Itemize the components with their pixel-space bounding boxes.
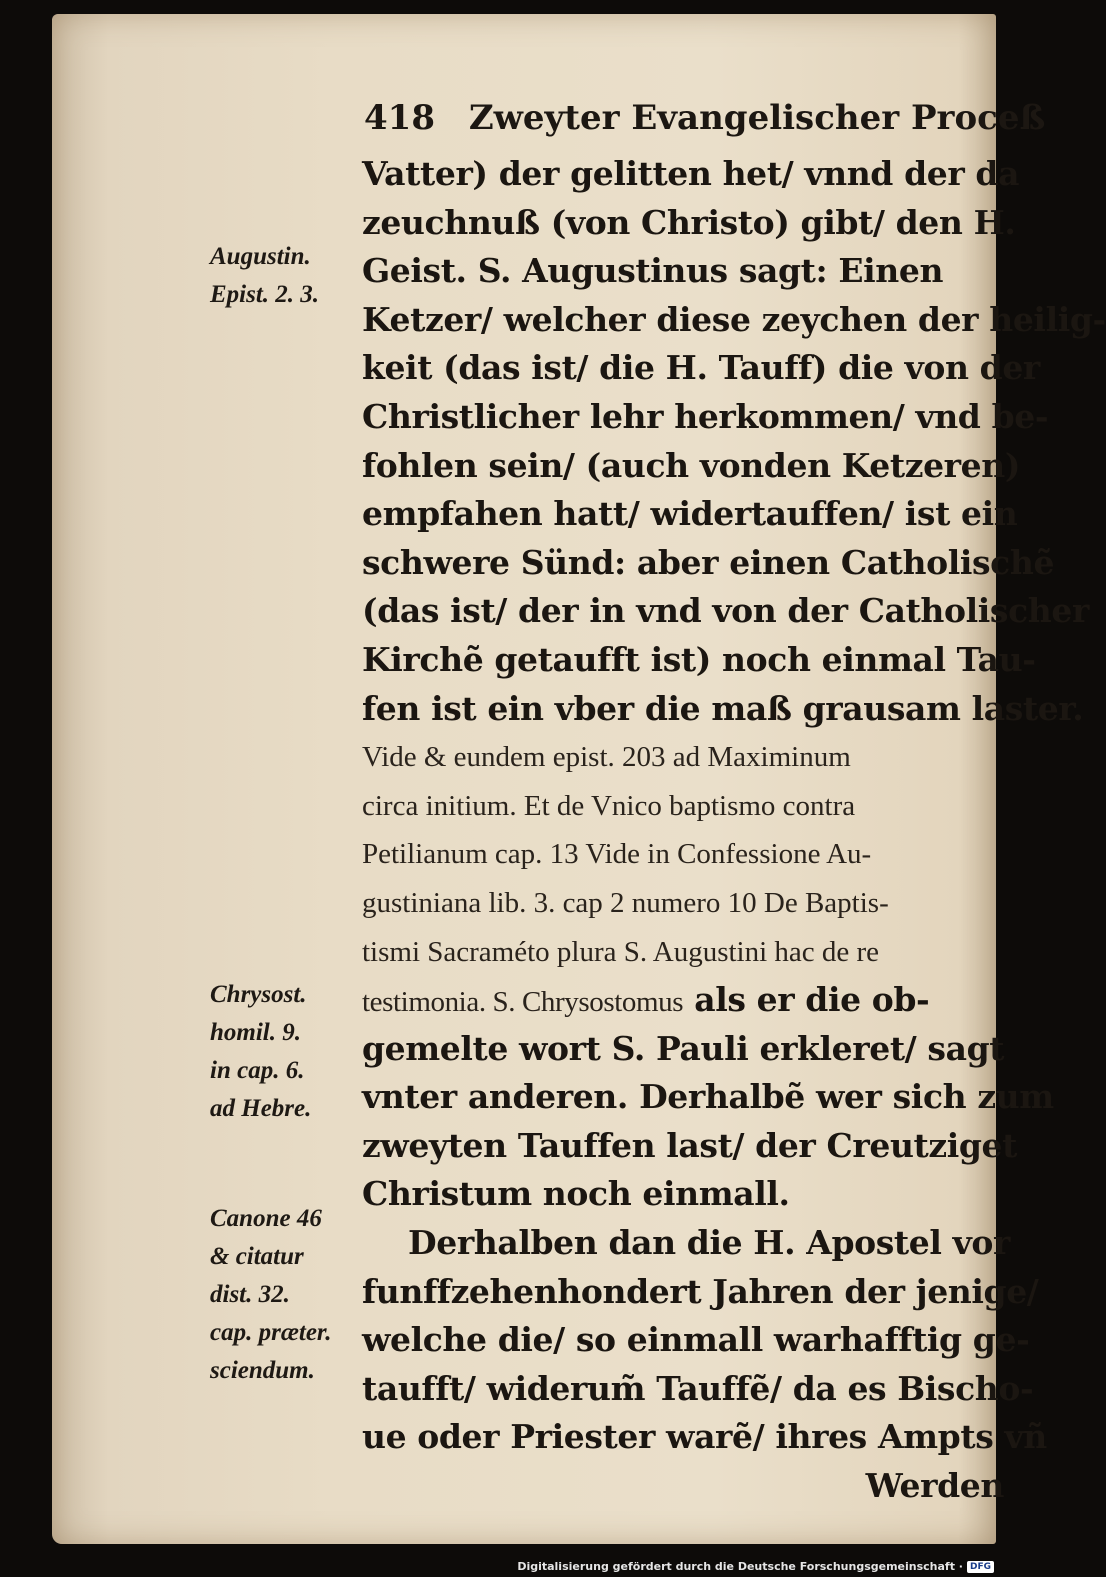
mixed-text-line — [362, 976, 1012, 1025]
margin-note-chrysostom — [210, 976, 311, 1128]
latin-text-line: Vide & eundem epist. 203 ad Maximinum — [362, 741, 851, 774]
margin-note-line: Augustin. — [210, 243, 311, 270]
fraktur-segment: als er die ob- — [694, 980, 930, 1020]
text-line: Kirchẽ getaufft ist) noch einmal Tau- — [362, 639, 1036, 679]
text-line: Christum noch einmall. — [362, 1174, 790, 1214]
main-text-block — [362, 150, 1106, 1511]
margin-note-line: Canone 46 — [210, 1205, 322, 1232]
margin-note-line: dist. 32. — [210, 1281, 290, 1308]
text-line: empfahen hatt/ widertauffen/ ist ein — [362, 494, 1018, 534]
dfg-logo: DFG — [967, 1561, 994, 1573]
margin-note-line: ad Hebre. — [210, 1095, 312, 1122]
text-line: Christlicher lehr herkommen/ vnd be- — [362, 396, 1049, 436]
margin-note-augustin — [210, 238, 319, 314]
credit-text: Digitalisierung gefördert durch die Deutsche Forschungsgemeinschaft · — [517, 1560, 963, 1573]
text-line: keit (das ist/ die H. Tauff) die von der — [362, 348, 1040, 388]
book-page — [52, 14, 1106, 1544]
margin-note-line: Epist. 2. 3. — [210, 281, 320, 308]
text-line: taufft/ widerum̃ Tauffẽ/ da es Bischo- — [362, 1368, 1034, 1408]
text-line: schwere Sünd: aber einen Catholischẽ — [362, 542, 1055, 582]
text-line: Vatter) der gelitten het/ vnnd der da — [362, 154, 1020, 193]
margin-note-line: sciendum. — [210, 1357, 315, 1384]
text-line: zweyten Tauffen last/ der Creutziget — [362, 1125, 1017, 1165]
text-line: funffzehenhondert Jahren der jenige/ — [362, 1271, 1039, 1311]
margin-note-line: Chrysost. — [210, 981, 307, 1008]
text-line: fohlen sein/ (auch vonden Ketzeren) — [362, 445, 1021, 485]
margin-note-line: & citatur — [210, 1243, 304, 1270]
text-line: gemelte wort S. Pauli erkleret/ sagt — [362, 1028, 1005, 1068]
text-line: (das ist/ der in vnd von der Catholischer — [362, 591, 1089, 631]
running-header — [364, 98, 1045, 138]
text-line: welche die/ so einmall warhafftig ge- — [362, 1320, 1030, 1360]
margin-note-line: homil. 9. — [210, 1019, 301, 1046]
latin-segment: testimonia. S. Chrysostomus — [362, 986, 684, 1019]
text-line: Geist. S. Augustinus sagt: Einen — [362, 251, 944, 291]
margin-note-line: in cap. 6. — [210, 1057, 305, 1084]
text-line: vnter anderen. Derhalbẽ wer sich zum — [362, 1077, 1054, 1117]
latin-text-line: Petilianum cap. 13 Vide in Confessione Au- — [362, 838, 872, 871]
catchword: Werden — [865, 1466, 1004, 1506]
margin-note-canon — [210, 1200, 332, 1390]
running-title: Zweyter Evangelischer Proceß — [468, 98, 1046, 138]
paragraph-start-line: Derhalben dan die H. Apostel vor — [408, 1223, 1010, 1263]
text-line: ue oder Priester warẽ/ ihres Ampts vñ — [362, 1417, 1047, 1457]
page-number: 418 — [364, 98, 435, 138]
latin-text-line: tismi Sacraméto plura S. Augustini hac de re — [362, 935, 880, 968]
text-line: zeuchnuß (von Christo) gibt/ den H. — [362, 202, 1016, 242]
latin-text-line: circa initium. Et de Vnico baptismo contra — [362, 789, 856, 822]
digitization-credit — [517, 1560, 994, 1573]
text-line: fen ist ein vber die maß grausam laster. — [362, 688, 1084, 728]
margin-note-line: cap. præter. — [210, 1319, 332, 1346]
text-line: Ketzer/ welcher diese zeychen der heilig- — [362, 299, 1106, 339]
latin-text-line: gustiniana lib. 3. cap 2 numero 10 De Baptis- — [362, 886, 889, 919]
